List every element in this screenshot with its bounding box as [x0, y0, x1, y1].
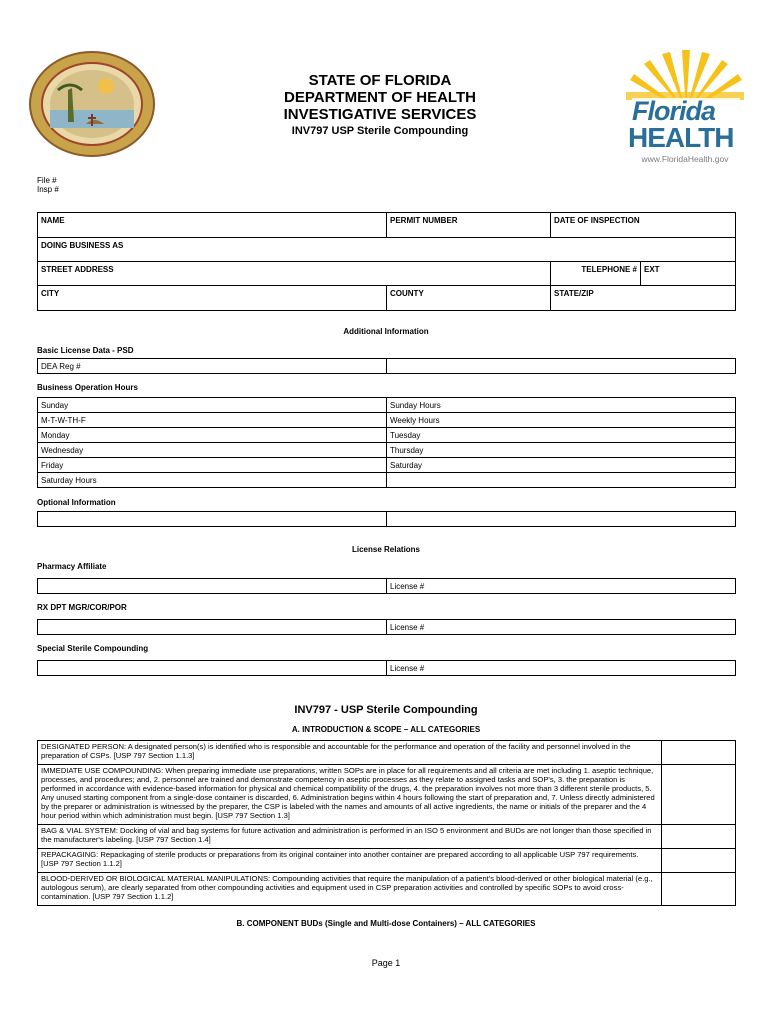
checklist-item-text: IMMEDIATE USE COMPOUNDING: When preparing immediate use preparations, written SOPs are in place for all requirements and all criteria are met including 1. aseptic technique, processes, and procedures; and, 2. personnel are trained and demonstrate competency in aseptic processes as they relate to assigned tasks and SOP's, 3. the preparation is performed in accordance with evidence-based information for physical and chemical compatibility of the drugs, 4. the preparation involves not more than 3 different sterile products, 5. Any unused starting component from a single-dose container is discarded, 6. Administration begins within 4 hours following the start of preparation and, 7. Unless directly administered by the preparer or administration is witnessed by the preparer, the CSP is labeled with the names and amounts of all active ingredients, the name or initials of the preparer and the 4 hour period within which administration must begin. [USP 797 Section 1.3]	[38, 765, 662, 825]
special-sterile-license[interactable]: License #	[387, 661, 736, 676]
checklist-item-text: BAG & VIAL SYSTEM: Docking of vial and bag systems for future activation and administration is performed in an ISO 5 environment and BUDs are not longer than those specified in the manufacturer's labeling. [USP 797 Section 1.4]	[38, 825, 662, 849]
pharmacy-affiliate-license[interactable]: License #	[387, 579, 736, 594]
hours-cell[interactable]: M-T-W-TH-F	[38, 413, 387, 428]
hours-cell[interactable]	[387, 473, 736, 488]
checklist-item-response[interactable]	[662, 849, 736, 873]
optional-info-field[interactable]	[387, 512, 736, 527]
florida-health-logo	[626, 48, 744, 166]
optional-info-heading: Optional Information	[37, 498, 116, 507]
pharmacy-affiliate-field[interactable]	[38, 579, 387, 594]
section-a-heading: A. INTRODUCTION & SCOPE – ALL CATEGORIES	[291, 725, 481, 734]
checklist-item-response[interactable]	[662, 825, 736, 849]
special-sterile-table	[37, 660, 736, 676]
pharmacy-affiliate-table	[37, 578, 736, 594]
street-address-field[interactable]: STREET ADDRESS	[38, 262, 551, 286]
dea-reg-value[interactable]	[387, 359, 736, 374]
name-field[interactable]: NAME	[38, 213, 387, 238]
basic-license-heading: Basic License Data - PSD	[37, 346, 134, 355]
dea-table	[37, 358, 736, 374]
file-number-label: File #	[37, 176, 57, 185]
hours-cell[interactable]: Saturday Hours	[38, 473, 387, 488]
header-subtitle: INV797 USP Sterile Compounding	[291, 125, 469, 137]
usp-section-title: INV797 - USP Sterile Compounding	[294, 704, 478, 716]
header-division: INVESTIGATIVE SERVICES	[283, 106, 477, 123]
business-hours-heading: Business Operation Hours	[37, 383, 138, 392]
city-field[interactable]: CITY	[38, 286, 387, 311]
checklist-item-text: DESIGNATED PERSON: A designated person(s) is identified who is responsible and accountable for the performance and operation of the facility and personnel involved in the preparation of CSPs. [USP 797 Section 1.1.3]	[38, 741, 662, 765]
county-field[interactable]: COUNTY	[387, 286, 551, 311]
state-seal	[28, 50, 156, 158]
special-sterile-heading: Special Sterile Compounding	[37, 644, 149, 653]
hours-cell[interactable]: Weekly Hours	[387, 413, 736, 428]
hours-cell[interactable]: Sunday	[38, 398, 387, 413]
section-b-heading: B. COMPONENT BUDs (Single and Multi-dose Containers) – ALL CATEGORIES	[236, 919, 536, 928]
rx-dpt-field[interactable]	[38, 620, 387, 635]
checklist-item-response[interactable]	[662, 741, 736, 765]
insp-number-label: Insp #	[37, 185, 59, 194]
permit-number-field[interactable]: PERMIT NUMBER	[387, 213, 551, 238]
hours-cell[interactable]: Saturday	[387, 458, 736, 473]
header-department: DEPARTMENT OF HEALTH	[284, 89, 476, 106]
additional-info-title: Additional Information	[343, 327, 429, 336]
pharmacy-affiliate-heading: Pharmacy Affiliate	[37, 562, 107, 571]
hours-cell[interactable]: Monday	[38, 428, 387, 443]
dea-reg-field[interactable]: DEA Reg #	[38, 359, 387, 374]
optional-info-field[interactable]	[38, 512, 387, 527]
hours-cell[interactable]: Friday	[38, 458, 387, 473]
hours-cell[interactable]: Wednesday	[38, 443, 387, 458]
checklist-item-response[interactable]	[662, 873, 736, 906]
logo-url: www.FloridaHealth.gov	[641, 154, 729, 164]
checklist-item-text: BLOOD-DERIVED OR BIOLOGICAL MATERIAL MANIPULATIONS: Compounding activities that require the manipulation of a patient's blood-derived or other biological material (e.g., autologous serum), are clearly separated from other compounding activities and equipment used in CSP preparation activities and controlled by specific SOPs to avoid cross-contamination. [USP 797 Section 1.1.2]	[38, 873, 662, 906]
hours-cell[interactable]: Thursday	[387, 443, 736, 458]
rx-dpt-table	[37, 619, 736, 635]
logo-word-health: HEALTH	[628, 122, 734, 153]
rx-dpt-license[interactable]: License #	[387, 620, 736, 635]
header-state: STATE OF FLORIDA	[308, 72, 452, 89]
page-number: Page 1	[371, 958, 401, 968]
facility-info-table	[37, 212, 736, 311]
checklist-item-text: REPACKAGING: Repackaging of sterile products or preparations from its original container into another container are prepared according to all applicable USP 797 requirements. [USP 797 Section 1.1.2]	[38, 849, 662, 873]
telephone-field[interactable]: TELEPHONE #	[551, 262, 641, 286]
rx-dpt-heading: RX DPT MGR/COR/POR	[37, 603, 127, 612]
section-a-table	[37, 740, 736, 906]
dba-field[interactable]: DOING BUSINESS AS	[38, 238, 736, 262]
business-hours-table	[37, 397, 736, 488]
state-zip-field[interactable]: STATE/ZIP	[551, 286, 736, 311]
checklist-item-response[interactable]	[662, 765, 736, 825]
inspection-date-field[interactable]: DATE OF INSPECTION	[551, 213, 736, 238]
hours-cell[interactable]: Sunday Hours	[387, 398, 736, 413]
hours-cell[interactable]: Tuesday	[387, 428, 736, 443]
logo-word-florida: Florida	[632, 96, 716, 126]
special-sterile-field[interactable]	[38, 661, 387, 676]
license-relations-title: License Relations	[351, 545, 421, 554]
optional-info-table	[37, 511, 736, 527]
ext-field[interactable]: EXT	[641, 262, 736, 286]
